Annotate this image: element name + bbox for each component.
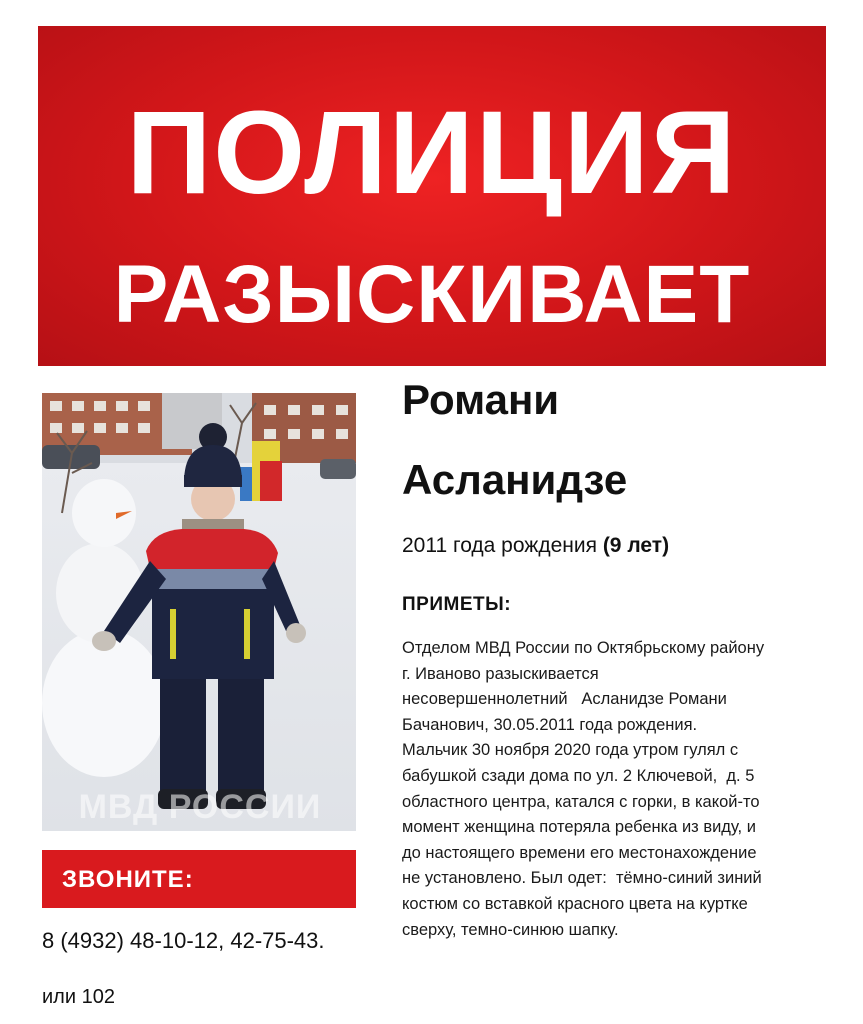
description-line: костюм со вставкой красного цвета на куртке — [402, 894, 748, 913]
birth-info — [402, 534, 669, 558]
description-line: областного центра, катался с горки, в какой-то — [402, 792, 760, 811]
signs-heading: ПРИМЕТЫ: — [402, 594, 512, 615]
missing-child-photo — [42, 393, 356, 831]
description-line: момент женщина потеряла ребенка из виду, и — [402, 818, 756, 837]
snowman-base — [42, 629, 166, 777]
description-line: несовершеннолетний Асланидзе Романи — [402, 690, 727, 709]
wanted-banner — [38, 26, 826, 366]
banner-title-wanted: РАЗЫСКИВАЕТ — [113, 249, 751, 340]
call-banner — [42, 850, 356, 908]
description-text — [402, 636, 832, 943]
description-line: Мальчик 30 ноября 2020 года утром гулял с — [402, 741, 739, 760]
birth-year: 2011 года рождения — [402, 534, 603, 557]
emergency-number: или 102 — [42, 986, 115, 1008]
call-label: ЗВОНИТЕ: — [62, 866, 194, 893]
person-last-name: Асланидзе — [402, 456, 628, 503]
description-line: не установлено. Был одет: тёмно-синий зиний — [402, 869, 762, 888]
description-line: сверху, темно-синюю шапку. — [402, 920, 619, 939]
age: (9 лет) — [602, 534, 670, 557]
phone-numbers: 8 (4932) 48-10-12, 42-75-43. — [42, 928, 325, 953]
description-line: до настоящего времени его местонахождение — [402, 843, 757, 862]
description-line: бабушкой сзади дома по ул. 2 Ключевой, д. 5 — [402, 766, 755, 785]
photo-watermark: МВД РОССИИ — [78, 788, 322, 826]
description-line: Отделом МВД России по Октябрьскому району — [402, 639, 765, 657]
description-line: Бачанович, 30.05.2011 года рождения. — [402, 715, 698, 734]
person-first-name: Романи — [402, 376, 560, 423]
description-line: г. Иваново разыскивается — [402, 664, 599, 683]
photo-illustration — [42, 393, 356, 831]
banner-title-police: ПОЛИЦИЯ — [126, 87, 738, 219]
